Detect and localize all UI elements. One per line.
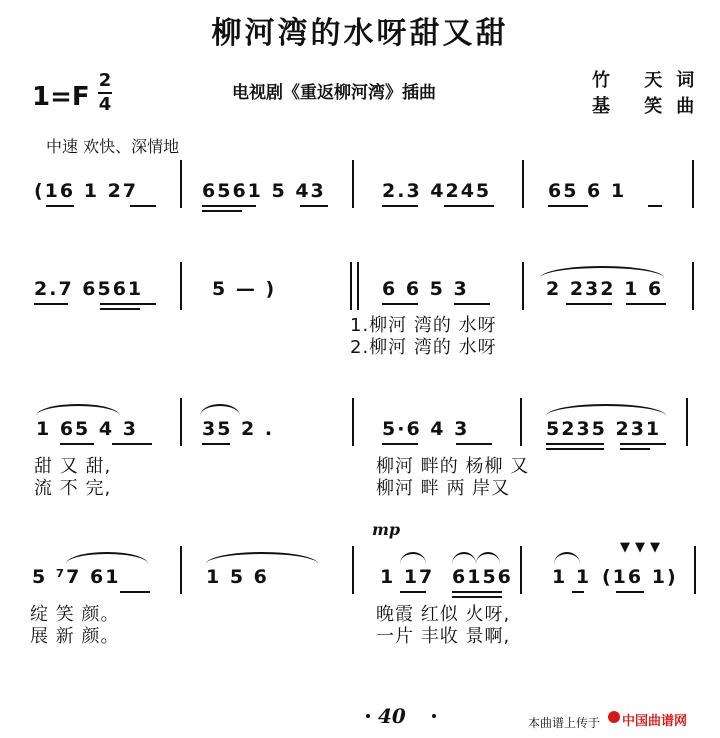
beam-underline	[648, 205, 662, 207]
measure: 1 1	[552, 566, 592, 588]
beam-underline	[46, 205, 74, 207]
barline	[352, 398, 354, 446]
beam-underline	[382, 205, 418, 207]
slur	[452, 552, 476, 564]
beam-underline	[202, 443, 230, 445]
beam-underline	[400, 591, 426, 593]
slur	[540, 266, 664, 278]
lyricist-credit: 竹 天词	[592, 70, 709, 91]
barline	[522, 160, 524, 208]
measure: 5235 231	[546, 418, 662, 440]
lyric-line: 绽 笑 颜。	[30, 604, 120, 625]
beam-underline	[572, 591, 584, 593]
beam-underline	[620, 443, 666, 445]
slur	[546, 404, 666, 416]
beam-underline	[202, 210, 242, 212]
measure: 65 6 1	[548, 180, 627, 202]
barline	[522, 262, 524, 310]
lyric-line: 甜 又 甜,	[34, 456, 112, 477]
meter-top: 2	[98, 70, 112, 91]
barline	[180, 546, 182, 594]
beam-underline	[616, 591, 644, 593]
measure: 2.7 6561	[34, 278, 144, 300]
beam-underline	[202, 205, 256, 207]
measure: 6561 5 43	[202, 180, 326, 202]
barline	[694, 546, 696, 594]
beam-underline	[112, 443, 152, 445]
lyric-line: 柳河 畔的 杨柳 又	[376, 456, 530, 477]
barline	[520, 398, 522, 446]
page-dot	[432, 714, 436, 718]
measure: 1 65 4 3	[36, 418, 138, 440]
measure: (16 1 27	[34, 180, 139, 202]
beam-underline	[100, 308, 140, 310]
beam-underline	[300, 205, 328, 207]
barline	[692, 262, 694, 310]
measure: 5·6 4 3	[382, 418, 470, 440]
beam-underline	[546, 448, 604, 450]
site-logo: 中国曲谱网	[622, 714, 688, 729]
footer-text: 本曲谱上传于	[528, 716, 601, 730]
song-subtitle: 电视剧《重返柳河湾》插曲	[232, 83, 436, 103]
lyric-line: 晚霞 红似 火呀,	[376, 604, 511, 625]
dynamic-marking: mp	[372, 520, 401, 539]
measure: 6 6 5 3	[382, 278, 469, 300]
measure: 1 5 6	[206, 566, 269, 588]
time-signature	[98, 70, 112, 116]
beam-underline	[456, 443, 492, 445]
beam-underline	[130, 205, 156, 207]
lyric-line: 展 新 颜。	[30, 626, 120, 647]
composer-credit: 基 笑曲	[592, 96, 709, 117]
lyric-line: 柳河 畔 两 岸又	[376, 478, 511, 499]
barline	[686, 398, 688, 446]
measure: 6156	[452, 566, 513, 588]
logo-icon	[608, 711, 620, 723]
beam-underline	[454, 303, 490, 305]
beam-underline	[452, 591, 502, 593]
page-dot	[366, 714, 370, 718]
beam-underline	[566, 303, 612, 305]
lyric-line: 流 不 完,	[34, 478, 112, 499]
beam-underline	[382, 443, 418, 445]
slur	[400, 552, 426, 564]
barline	[180, 398, 182, 446]
slur	[554, 552, 580, 564]
slur	[66, 552, 148, 564]
meter-bottom: 4	[98, 94, 112, 115]
barline	[520, 546, 522, 594]
barline	[692, 160, 694, 208]
tempo-marking: 中速 欢快、深情地	[46, 137, 180, 156]
accent-marks: ▼▼▼	[620, 540, 665, 555]
key-signature: 1=F	[32, 82, 90, 112]
beam-underline	[620, 448, 650, 450]
beam-underline	[34, 303, 68, 305]
slur	[36, 404, 120, 416]
lyric-line: 一片 丰收 景啊,	[376, 626, 511, 647]
measure: 2 232 1 6	[546, 278, 664, 300]
beam-underline	[382, 303, 418, 305]
beam-underline	[100, 303, 156, 305]
measure: 5 ⁷7 61	[32, 566, 121, 588]
lyric-line: 2.柳河 湾的 水呀	[350, 337, 497, 358]
measure: 35 2 .	[202, 418, 275, 440]
beam-underline	[626, 303, 666, 305]
page-number: 40	[378, 704, 406, 728]
barline	[357, 262, 359, 310]
barline	[180, 160, 182, 208]
beam-underline	[452, 596, 502, 598]
beam-underline	[546, 443, 604, 445]
lyric-line: 1.柳河 湾的 水呀	[350, 315, 497, 336]
beam-underline	[444, 205, 494, 207]
barline	[352, 160, 354, 208]
barline	[352, 546, 354, 594]
barline	[350, 262, 352, 310]
measure: 2.3 4245	[382, 180, 492, 202]
measure: 5 — )	[212, 278, 277, 300]
measure: (16 1)	[602, 566, 678, 588]
barline	[180, 262, 182, 310]
measure: 1 17	[380, 566, 435, 588]
slur	[200, 404, 240, 416]
slur	[476, 552, 500, 564]
beam-underline	[120, 591, 150, 593]
beam-underline	[60, 443, 94, 445]
beam-underline	[548, 205, 588, 207]
song-title: 柳河湾的水呀甜又甜	[211, 16, 509, 51]
slur	[206, 552, 318, 564]
